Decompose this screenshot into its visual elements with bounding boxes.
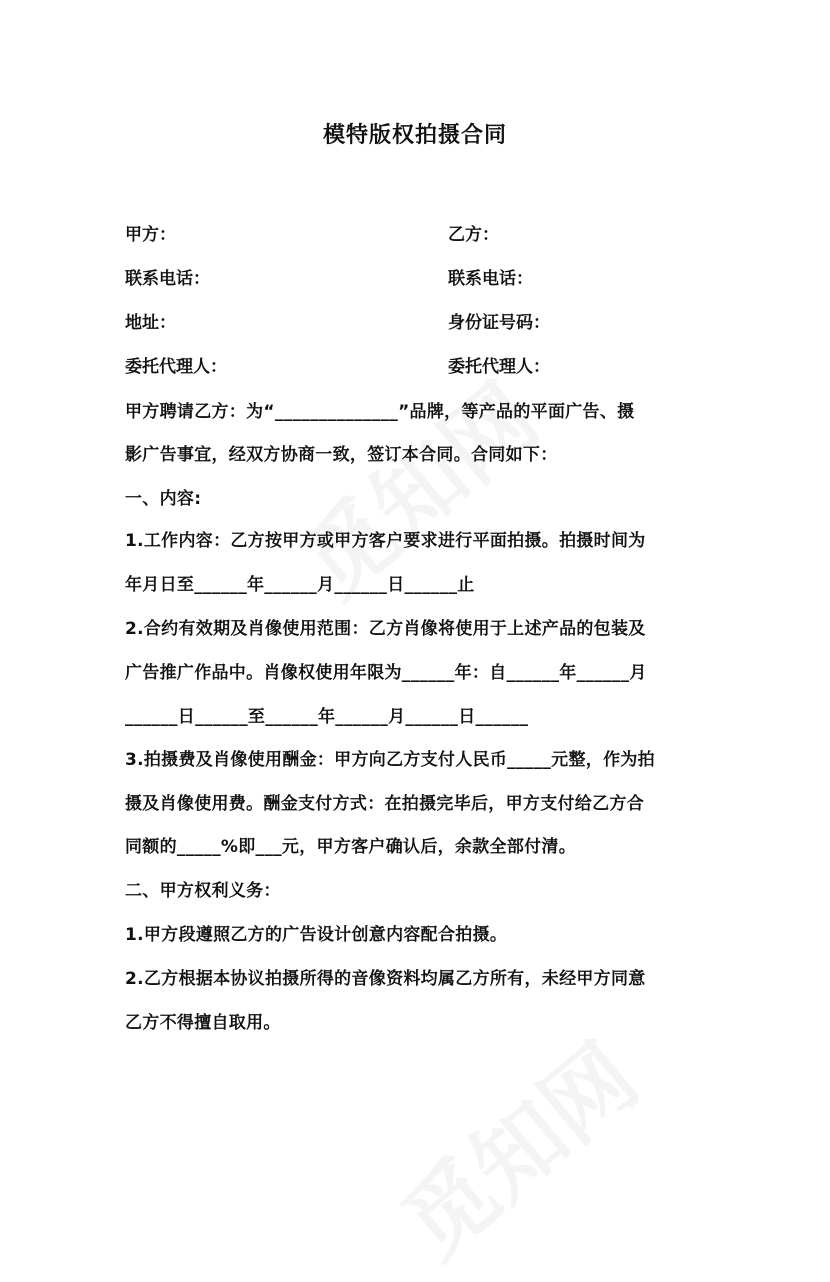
party-a-agent-label: 委托代理人： — [125, 357, 227, 377]
party-b-phone-label: 联系电话： — [448, 269, 533, 289]
section-heading: 二、甲方权利义务： — [125, 881, 281, 901]
section-heading: 一、内容: — [125, 489, 202, 509]
party-row — [125, 264, 725, 290]
paragraph-line: 影广告事宜，经双方协商一致，签订本合同。合同如下： — [125, 445, 558, 465]
paragraph-line: 甲方聘请乙方：为“______________”品牌，等产品的平面广告、摄 — [125, 402, 635, 422]
paragraph-line: ______日______至______年______月______日______ — [125, 707, 529, 727]
paragraph-line: 3.拍摄费及肖像使用酬金：甲方向乙方支付人民币_____元整，作为拍 — [125, 750, 655, 770]
paragraph-line: 乙方不得擅自取用。 — [125, 1013, 281, 1033]
watermark — [370, 1008, 660, 1281]
paragraph-line: 广告推广作品中。肖像权使用年限为______年：自______年______月 — [125, 663, 647, 683]
party-b-id-label: 身份证号码： — [448, 313, 550, 333]
paragraph-line: 2.乙方根据本协议拍摄所得的音像资料均属乙方所有，未经甲方同意 — [125, 969, 646, 989]
party-b-agent-label: 委托代理人： — [448, 357, 550, 377]
party-row — [125, 308, 725, 334]
party-row — [125, 352, 725, 378]
party-a-address-label: 地址： — [125, 313, 176, 333]
document-title: 模特版权拍摄合同 — [322, 123, 507, 148]
party-a-phone-label: 联系电话： — [125, 269, 210, 289]
party-b-label: 乙方： — [448, 225, 499, 245]
paragraph-line: 同额的_____%即___元，甲方客户确认后，余款全部付清。 — [125, 837, 577, 857]
party-a-label: 甲方： — [125, 225, 176, 245]
paragraph-line: 1.工作内容：乙方按甲方或甲方客户要求进行平面拍摄。拍摄时间为 — [125, 531, 646, 551]
paragraph-line: 摄及肖像使用费。酬金支付方式：在拍摄完毕后，甲方支付给乙方合 — [125, 794, 644, 814]
paragraph-line: 年月日至______年______月______日______止 — [125, 575, 475, 595]
party-row — [125, 220, 725, 246]
paragraph-line: 2.合约有效期及肖像使用范围：乙方肖像将使用于上述产品的包装及 — [125, 619, 646, 639]
paragraph-line: 1.甲方段遵照乙方的广告设计创意内容配合拍摄。 — [125, 925, 508, 945]
